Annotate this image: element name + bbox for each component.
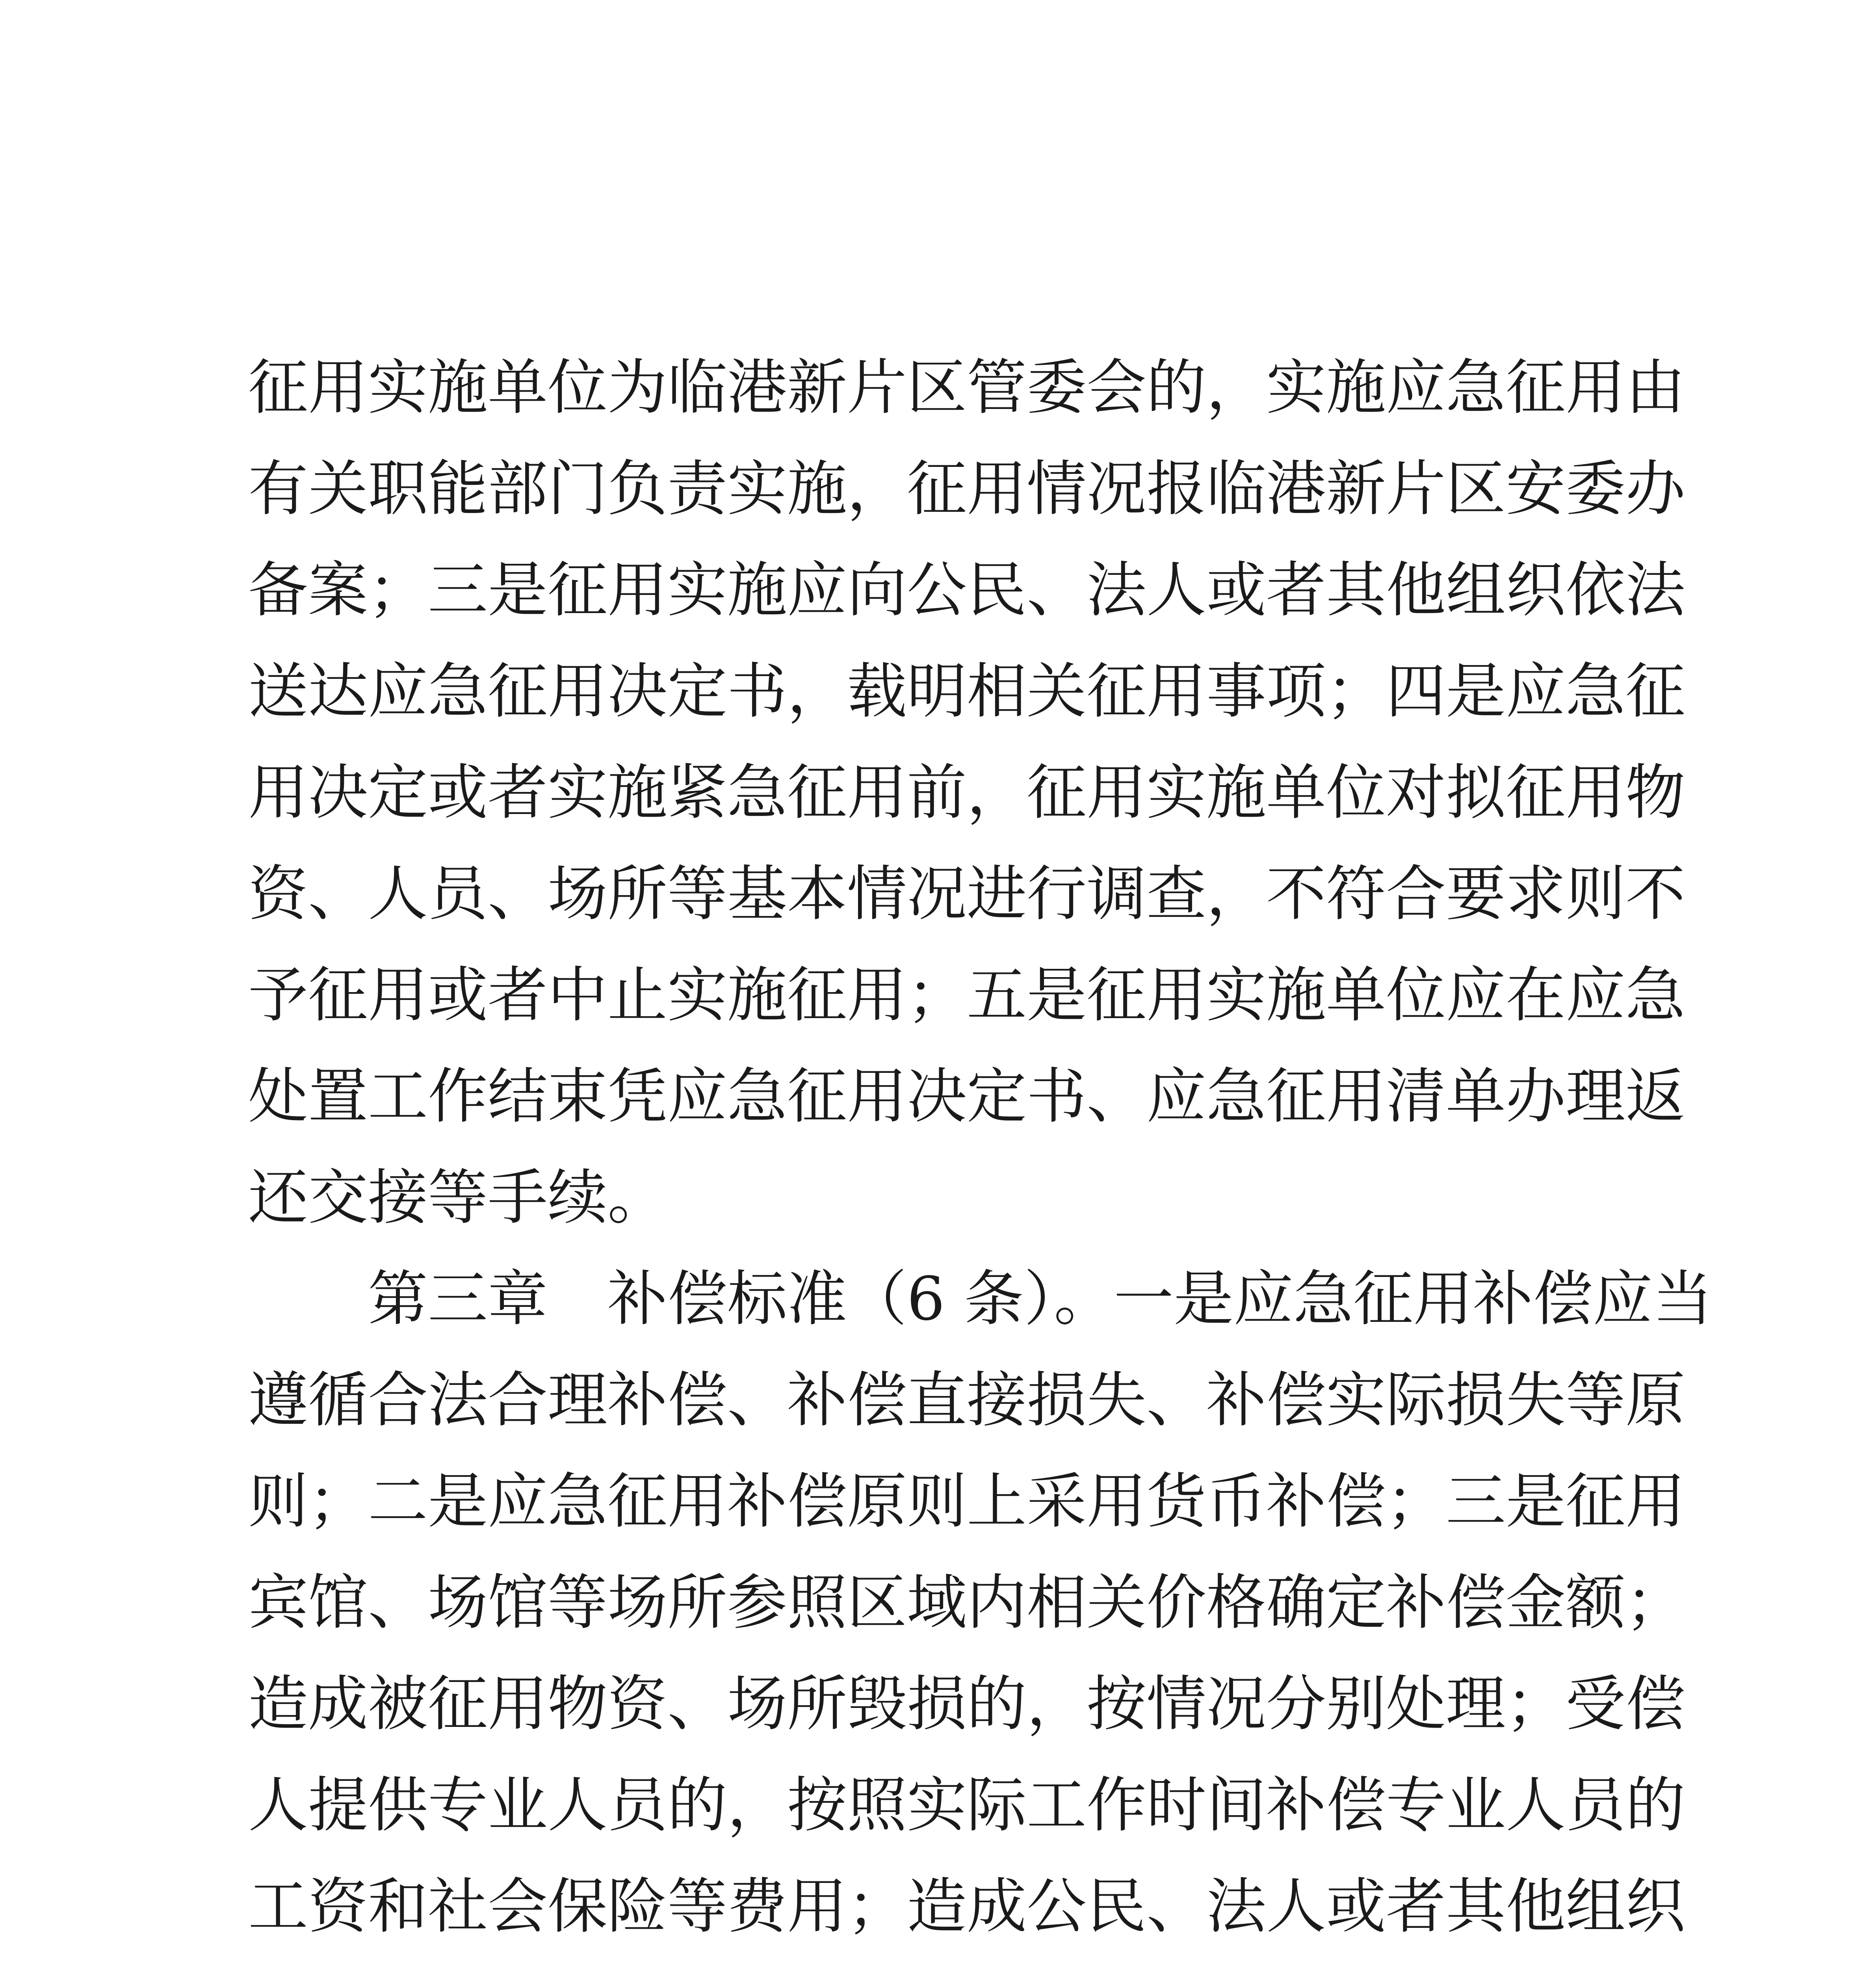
text-line: 则；二是应急征用补偿原则上采用货币补偿；三是征用 <box>248 1466 1685 1536</box>
text-line: 第三章 补偿标准（6 条）。一是应急征用补偿应当 <box>248 1264 1713 1334</box>
text-line: 用决定或者实施紧急征用前，征用实施单位对拟征用物 <box>248 758 1685 827</box>
text-line: 送达应急征用决定书，载明相关征用事项；四是应急征 <box>248 656 1685 726</box>
text-line: 宾馆、场馆等场所参照区域内相关价格确定补偿金额； <box>248 1568 1685 1637</box>
text-line <box>248 1957 1631 1970</box>
text-line: 资、人员、场所等基本情况进行调查，不符合要求则不 <box>248 859 1685 929</box>
text-line: 造成被征用物资、场所毁损的，按情况分别处理；受偿 <box>248 1669 1685 1739</box>
text-line: 人提供专业人员的，按照实际工作时间补偿专业人员的 <box>248 1770 1685 1840</box>
text-line: 予征用或者中止实施征用；五是征用实施单位应在应急 <box>248 960 1685 1030</box>
text-line: 征用实施单位为临港新片区管委会的，实施应急征用由 <box>248 353 1685 422</box>
text-line: 还交接等手续。 <box>248 1163 667 1232</box>
text-line: 有关职能部门负责实施，征用情况报临港新片区安委办 <box>248 454 1685 524</box>
body-text <box>248 337 1713 1970</box>
text-line: 处置工作结束凭应急征用决定书、应急征用清单办理返 <box>248 1061 1685 1131</box>
text-line: 遵循合法合理补偿、补偿直接损失、补偿实际损失等原 <box>248 1365 1685 1435</box>
text-line: 备案；三是征用实施应向公民、法人或者其他组织依法 <box>248 555 1685 625</box>
text-line: 工资和社会保险等费用；造成公民、法人或者其他组织 <box>248 1872 1685 1941</box>
